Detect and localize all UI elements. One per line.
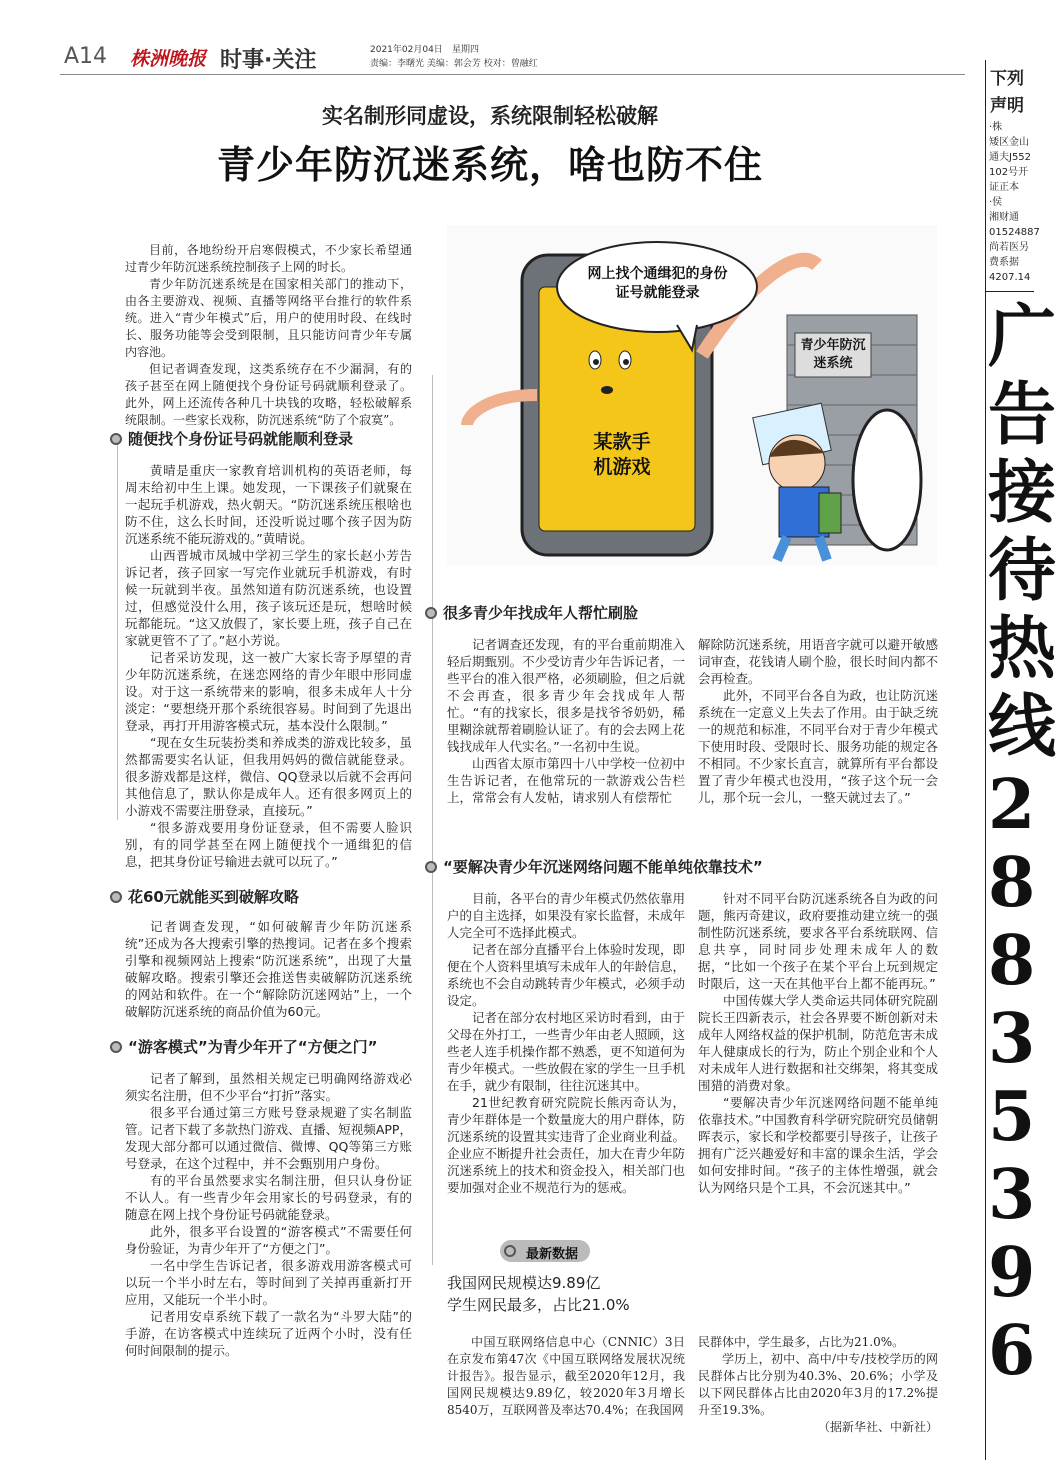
bullet-dot-icon <box>425 861 437 873</box>
ad-character: 告 <box>988 375 1056 455</box>
section-title: 时事·关注 <box>220 48 317 73</box>
ad-character: 8 <box>988 921 1036 1001</box>
cartoon-speech-text: 网上找个通缉犯的身份证号就能登录 <box>587 266 728 301</box>
latest-data-col2 <box>698 1334 938 1436</box>
section-1-body <box>125 462 412 870</box>
section-3-title <box>110 1036 377 1057</box>
intro-para: 但记者调查发现，这类系统存在不少漏洞，有的孩子甚至在网上随便找个身份证号码就顺利登录了。此外，网上还流传各种几十块钱的攻略，轻松破解系统限制。一些家长戏称，防沉迷系统“防了个寂寞”。 <box>125 362 412 427</box>
latest-data-line1: 我国网民规模达9.89亿 <box>447 1274 601 1292</box>
headline-kicker: 实名制形同虚设，系统限制轻松破解 <box>322 104 658 128</box>
notice-line: 01524887 <box>989 227 1040 238</box>
ad-character: 线 <box>988 687 1056 767</box>
notice-title-2: 声明 <box>990 96 1024 116</box>
page-number: A14 <box>64 44 108 69</box>
s4-para: 解除防沉迷系统，用语音字就可以避开敏感词审查，花钱请人刷个脸，很长时间内都不会再检查。 <box>698 637 938 686</box>
cartoon-illustration <box>447 225 937 565</box>
ad-character: 9 <box>988 1233 1036 1313</box>
s3-para: 记者了解到，虽然相关规定已明确网络游戏必须实名注册，但不少平台“打折”落实。 <box>125 1071 412 1103</box>
s3-para: 此外，很多平台设置的“游客模式”不需要任何身份验证，为青少年开了“方便之门”。 <box>125 1224 412 1256</box>
section-4-col1 <box>447 636 685 806</box>
section-3-body <box>125 1070 412 1359</box>
notice-line: 尚若医另 <box>989 242 1029 253</box>
s3-para: 很多平台通过第三方账号登录规避了实名制监管。记者下载了多款热门游戏、直播、短视频APP，发现大部分都可以通过微信、微博、QQ等第三方账号登录，在这个过程中，并不会甄别用户身份。 <box>125 1105 412 1171</box>
bullet-dot-icon <box>425 607 437 619</box>
ad-character: 接 <box>988 453 1056 533</box>
header-weekday: 星期四 <box>452 45 480 55</box>
notice-line: 湘财通 <box>989 212 1019 223</box>
notice-line: 矮区金山 <box>989 137 1029 148</box>
s1-para: “现在女生玩装扮类和养成类的游戏比较多，虽然都需要实名认证，但我用妈妈的微信就能登录。很多游戏都是这样，微信、QQ登录以后就不会再问其他信息了，默认你是成年人。还有很多网页上的小游戏不需要注册登录，直接玩。” <box>125 735 412 818</box>
s5-para: “要解决青少年沉迷网络问题不能单纯依靠技术。”中国教育科学研究院研究员储朝晖表示，家长和学校都要引导孩子，让孩子拥有广泛兴趣爱好和丰富的课余生活，学会如何安排时间。“孩子的主体性增强，就会认为网络只是个工具，不会沉迷其中。” <box>698 1095 938 1195</box>
s1-para: “很多游戏要用身份证登录，但不需要人脸识别，有的同学甚至在网上随便找个一通缉犯的信息，把其身份证号输进去就可以玩了。” <box>125 820 412 869</box>
latest-data-line2: 学生网民最多，占比21.0% <box>447 1296 630 1314</box>
masthead-logo: 株洲晚报 <box>130 48 207 70</box>
ad-character: 待 <box>988 531 1056 611</box>
bullet-dot-icon <box>110 433 122 445</box>
latest-data-label: 最新数据 <box>526 1247 579 1262</box>
intro-para: 青少年防沉迷系统是在国家相关部门的推动下，由各主要游戏、视频、直播等网络平台推行的软件系统。进入“青少年模式”后，用户的使用时段、在线时长、服务功能等会受到限制，且只能访问青少年专属内容池。 <box>125 277 412 359</box>
s5-para: 记者在部分直播平台上体验时发现，即便在个人资料里填写未成年人的年龄信息，系统也不会自动跳转青少年模式，必须手动设定。 <box>447 942 685 1008</box>
header-credits: 责编：李曙光 美编：郭会芳 校对：曾融红 <box>370 59 538 69</box>
notice-line: ·侯 <box>989 197 1003 208</box>
s3-para: 有的平台虽然要求实名制注册，但只认身份证不认人。有一些青少年会用家长的号码登录，有的随意在网上找个身份证号码就能登录。 <box>125 1173 412 1222</box>
header-date: 2021年02月04日 <box>370 45 443 55</box>
s4-para: 记者调查还发现，有的平台重前期准入轻后期甄别。不少受访青少年告诉记者，一些平台的准入很严格，必须刷脸，但之后就不会再查，很多青少年会找成年人帮忙。“有的找家长，很多是找爷爷奶奶，稀里糊涂就帮着刷脸认证了。有的会去网上花钱找成年人代实名。”一名初中生说。 <box>447 637 685 754</box>
notice-line: 费系据 <box>989 257 1019 268</box>
notice-line: 证正本 <box>989 182 1019 193</box>
ad-character: 6 <box>988 1311 1036 1391</box>
section-4-heading: 很多青少年找成年人帮忙刷脸 <box>443 604 639 622</box>
notice-line: 102号开 <box>989 167 1029 178</box>
cartoon-phone-label: 某款手机游戏 <box>593 431 651 478</box>
header-bar <box>60 40 965 74</box>
notice-line: ·株 <box>989 122 1003 133</box>
notice-lines <box>986 120 1040 285</box>
notice-divider <box>986 291 1034 292</box>
ad-character: 2 <box>988 765 1036 845</box>
notice-line: 通夫J552 <box>989 152 1032 163</box>
section-5-heading: “要解决青少年沉迷网络问题不能单纯依靠技术” <box>443 858 763 876</box>
ad-character: 3 <box>988 1155 1036 1235</box>
ad-character: 3 <box>988 999 1036 1079</box>
latest-source: （据新华社、中新社） <box>817 1420 938 1434</box>
s5-para: 针对不同平台防沉迷系统各自为政的问题，熊丙奇建议，政府要推动建立统一的强制性防沉迷系统，要求各平台系统联网、信息共享，同时同步处理未成年人的数据，“比如一个孩子在某个平台上玩到规定时限后，这一天在其他平台上都不能再玩。” <box>698 891 938 991</box>
s1-para: 山西晋城市凤城中学初三学生的家长赵小芳告诉记者，孩子回家一写完作业就玩手机游戏，有时候一玩就到半夜。虽然知道有防沉迷系统，也设置过，但感觉没什么用，孩子该玩还是玩，想啥时候玩都能玩。“这又放假了，家长要上班，孩子自己在家就更管不了了。”赵小芳说。 <box>125 548 412 648</box>
section-connector <box>117 440 118 820</box>
bullet-dot-icon <box>110 1041 122 1053</box>
bullet-dot-icon <box>504 1245 516 1257</box>
ad-hotline <box>986 297 1056 1391</box>
section-5-col1 <box>447 890 685 1196</box>
notice-title-1: 下列 <box>990 69 1024 89</box>
intro-block <box>125 242 412 429</box>
latest-para: 中国互联网络信息中心（CNNIC）3日在京发布第47次《中国互联网络发展状况统计报告》。报告显示，截至2020年12月，我国网民规模达9.89亿，较2020年3月增长8540万，互联网普及率达70.4%；在我国网 <box>447 1335 685 1417</box>
section-1-title <box>110 428 353 449</box>
section-5-col2 <box>698 890 938 1196</box>
ad-character: 热 <box>988 609 1056 689</box>
ad-character: 广 <box>988 297 1056 377</box>
ad-character: 8 <box>988 843 1036 923</box>
s5-para: 中国传媒大学人类命运共同体研究院副院长王四新表示，社会各界要不断创新对未成年人网络权益的保护机制，防范危害未成年人健康成长的行为，防止个别企业和个人对未成年人进行数据和社交绑架，将其变成围猎的消费对象。 <box>698 993 938 1093</box>
latest-data-col1 <box>447 1334 685 1419</box>
s4-para: 山西省太原市第四十八中学校一位初中生告诉记者，在他常玩的一款游戏公告栏上，常常会有人发帖，请求别人有偿帮忙 <box>447 756 685 805</box>
headline-title: 青少年防沉迷系统，啥也防不住 <box>216 143 763 187</box>
section-2-heading: 花60元就能买到破解攻略 <box>128 888 299 906</box>
section-2-body <box>125 918 412 1020</box>
s4-para: 此外，不同平台各自为政，也让防沉迷系统在一定意义上失去了作用。由于缺乏统一的规范和标准，不同平台对于青少年模式下使用时段、受限时长、服务功能的规定各不相同。不少家长直言，就算所有平台都设置了青少年模式也没用，“孩子这个玩一会儿，那个玩一会儿，一整天就过去了。” <box>698 688 938 805</box>
latest-para: 民群体中，学生最多，占比为21.0%。 <box>698 1335 905 1349</box>
section-3-heading: “游客模式”为青少年开了“方便之门” <box>128 1038 378 1056</box>
section-4-title <box>425 602 638 623</box>
intro-para: 目前，各地纷纷开启寒假模式，不少家长希望通过青少年防沉迷系统控制孩子上网的时长。 <box>125 243 412 274</box>
section-5-title <box>425 856 763 877</box>
ad-character: 5 <box>988 1077 1036 1157</box>
s2-para: 记者调查发现，“如何破解青少年防沉迷系统”还成为各大搜索引擎的热搜词。记者在多个搜索引擎和视频网站上搜索“防沉迷系统”，出现了大量破解攻略。搜索引擎还会推送售卖破解防沉迷系统的网站和软件。在一个“解除防沉迷网站”上，一个破解防沉迷系统的商品价值为60元。 <box>125 919 412 1019</box>
s5-para: 21世纪教育研究院院长熊丙奇认为，青少年群体是一个数量庞大的用户群体，防沉迷系统的设置其实违背了企业商业利益。企业应不断提升社会责任，加大在青少年防沉迷系统上的技术和资金投入，相关部门也要加强对企业不规范行为的惩戒。 <box>447 1095 685 1195</box>
section-1-heading: 随便找个身份证号码就能顺利登录 <box>128 430 354 448</box>
header-rule <box>60 74 965 75</box>
s3-para: 记者用安卓系统下载了一款名为“斗罗大陆”的手游，在访客模式中连续玩了近两个小时，没有任何时间限制的提示。 <box>125 1309 412 1358</box>
s5-para: 目前，各平台的青少年模式仍然依靠用户的自主选择，如果没有家长监督，未成年人完全可不选择此模式。 <box>447 891 685 940</box>
notice-line: 4207.14 <box>989 272 1031 283</box>
section-connector <box>432 375 433 1265</box>
latest-para: 学历上，初中、高中/中专/技校学历的网民群体占比分别为40.3%、20.6%；小学及以下网民群体占比由2020年3月的17.2%提升至19.3%。 <box>698 1352 938 1417</box>
cartoon-wall-label: 青少年防沉迷系统 <box>800 338 866 371</box>
s5-para: 记者在部分农村地区采访时看到，由于父母在外打工，一些青少年由老人照顾，这些老人连手机操作都不熟悉，更不知道何为青少年模式。一些放假在家的学生一旦手机在手，就少有限制，往往沉迷其中。 <box>447 1010 685 1093</box>
right-strip <box>985 60 1056 1460</box>
s1-para: 记者采访发现，这一被广大家长寄予厚望的青少年防沉迷系统，在迷恋网络的青少年眼中形同虚设。对于这一系统带来的影响，很多未成年人十分淡定：“要想绕开那个系统很容易。时间到了先退出登录，再打开用游客模式玩，基本没什么限制。” <box>125 650 412 733</box>
section-4-col2 <box>698 636 938 806</box>
s1-para: 黄晴是重庆一家教育培训机构的英语老师，每周末给初中生上课。她发现，一下课孩子们就聚在一起玩手机游戏，热火朝天。“防沉迷系统压根啥也防不住，这么长时间，还没听说过哪个孩子因为防沉迷系统不能玩游戏的。”黄晴说。 <box>125 463 412 546</box>
section-2-title <box>110 886 299 907</box>
bullet-dot-icon <box>110 891 122 903</box>
s3-para: 一名中学生告诉记者，很多游戏用游客模式可以玩一个半小时左右，等时间到了关掉再重新打开应用，又能玩一个半小时。 <box>125 1258 412 1307</box>
